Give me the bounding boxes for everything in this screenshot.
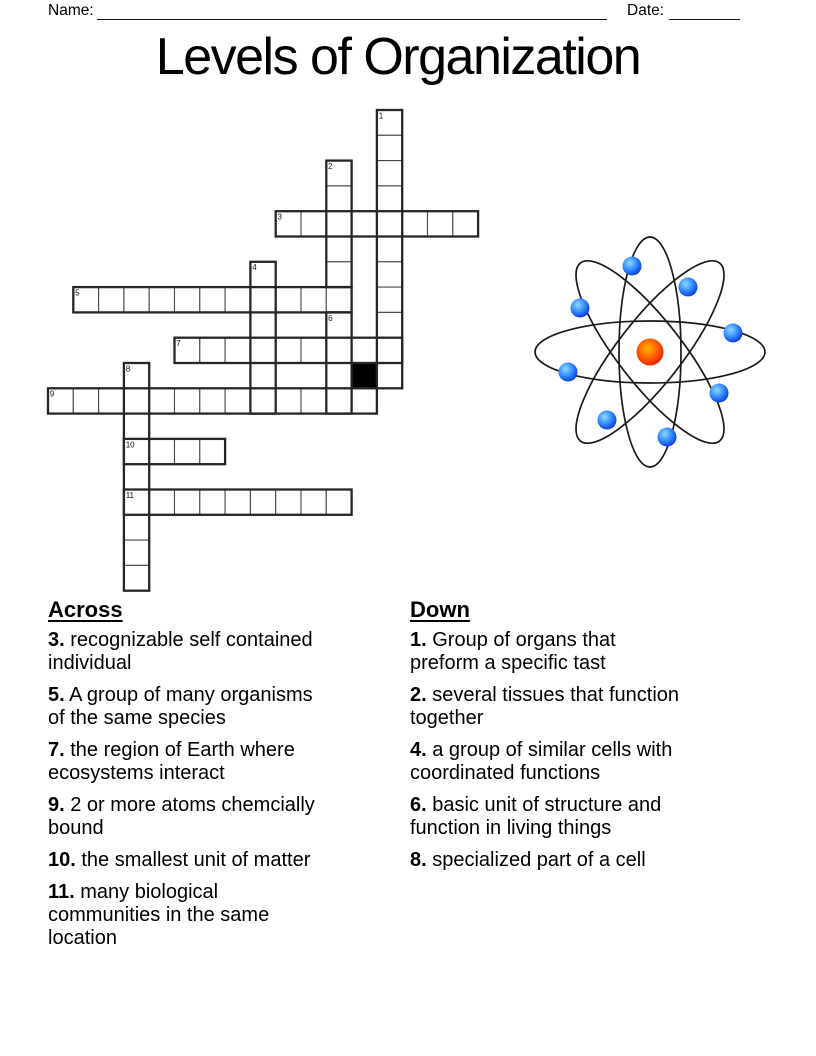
crossword-cell[interactable]	[301, 338, 326, 363]
crossword-cell[interactable]	[225, 490, 250, 515]
crossword-cell[interactable]	[377, 287, 402, 312]
clue-number: 10.	[48, 849, 76, 871]
crossword-cell[interactable]	[124, 414, 149, 439]
crossword-cell[interactable]	[225, 388, 250, 413]
crossword-cell[interactable]	[124, 464, 149, 489]
name-input-line[interactable]	[97, 1, 607, 20]
across-section	[48, 597, 380, 959]
crossword-cell[interactable]	[352, 338, 377, 363]
crossword-cell[interactable]	[402, 211, 427, 236]
cell-number: 9	[49, 389, 55, 399]
cell-number: 4	[252, 263, 257, 273]
crossword-cell[interactable]	[377, 363, 402, 388]
cell-number: 5	[75, 288, 80, 298]
crossword-cell[interactable]	[301, 490, 326, 515]
clue-number: 5.	[48, 684, 65, 706]
across-heading: Across	[48, 597, 123, 622]
cell-number: 6	[328, 313, 333, 323]
clue-item: 11. many biological communities in the same location	[48, 881, 270, 949]
clue-item: 8. specialized part of a cell	[410, 849, 646, 871]
clue-item: 7. the region of Earth where ecosystems interact	[48, 739, 295, 784]
crossword-cell[interactable]	[200, 439, 225, 464]
crossword-cell[interactable]	[326, 262, 351, 287]
cell-number: 3	[277, 212, 282, 222]
crossword-cell[interactable]	[276, 287, 301, 312]
page-title: Levels of Organization	[155, 28, 641, 86]
electron	[559, 363, 578, 382]
crossword-cell[interactable]	[250, 490, 275, 515]
crossword-cell[interactable]	[326, 490, 351, 515]
crossword-cell[interactable]	[225, 338, 250, 363]
crossword-cell[interactable]	[149, 490, 174, 515]
clue-item: 4. a group of similar cells with coordinated functions	[410, 739, 673, 784]
date-input-line[interactable]	[669, 1, 740, 20]
crossword-cell[interactable]	[124, 388, 149, 413]
crossword-black-cell	[352, 363, 377, 388]
crossword-cell[interactable]	[276, 490, 301, 515]
electron	[710, 384, 729, 403]
name-label: Name:	[48, 2, 94, 19]
crossword-cell[interactable]	[200, 388, 225, 413]
crossword-cell[interactable]	[352, 388, 377, 413]
crossword-cell[interactable]	[149, 287, 174, 312]
crossword-cell[interactable]	[73, 388, 98, 413]
crossword-cell[interactable]	[250, 338, 275, 363]
clue-number: 11.	[48, 881, 75, 903]
crossword-cell[interactable]	[326, 287, 351, 312]
cell-number: 2	[328, 162, 333, 171]
cell-number: 10	[125, 440, 135, 450]
cell-number: 11	[125, 490, 135, 500]
crossword-cell[interactable]	[326, 186, 351, 211]
crossword-cell[interactable]	[301, 287, 326, 312]
clue-item: 5. A group of many organisms of the same species	[48, 684, 313, 729]
clue-number: 2.	[410, 684, 427, 706]
clue-number: 9.	[48, 794, 65, 816]
crossword-cell[interactable]	[124, 287, 149, 312]
crossword-cell[interactable]	[377, 135, 402, 160]
electron	[679, 278, 698, 297]
crossword-cell[interactable]	[453, 211, 478, 236]
electron	[623, 257, 642, 276]
crossword-cell[interactable]	[124, 540, 149, 565]
clue-number: 1.	[410, 629, 427, 651]
crossword-cell[interactable]	[377, 312, 402, 337]
clue-number: 3.	[48, 629, 65, 651]
crossword-cell[interactable]	[250, 363, 275, 388]
crossword-cell[interactable]	[276, 388, 301, 413]
crossword-cell[interactable]	[377, 161, 402, 186]
crossword-cell[interactable]	[250, 312, 275, 337]
crossword-cell[interactable]	[175, 490, 200, 515]
down-clue-list	[410, 629, 780, 872]
clue-number: 4.	[410, 739, 427, 761]
clue-number: 6.	[410, 794, 427, 816]
crossword-cell[interactable]	[326, 388, 351, 413]
electron	[658, 428, 677, 447]
crossword-cell[interactable]	[326, 237, 351, 262]
crossword-cell[interactable]	[175, 388, 200, 413]
crossword-cell[interactable]	[326, 363, 351, 388]
crossword-cell[interactable]	[377, 211, 402, 236]
clue-item: 10. the smallest unit of matter	[48, 849, 311, 871]
atom-illustration	[525, 227, 775, 477]
crossword-cell[interactable]	[175, 439, 200, 464]
crossword-cell[interactable]	[377, 237, 402, 262]
electron	[598, 411, 617, 430]
across-clue-list	[48, 629, 380, 950]
crossword-cell[interactable]	[99, 287, 124, 312]
crossword-cell[interactable]	[149, 439, 174, 464]
crossword-cell[interactable]	[250, 287, 275, 312]
crossword-cell[interactable]	[200, 287, 225, 312]
clue-item: 3. recognizable self contained individual	[48, 629, 313, 674]
clue-item: 6. basic unit of structure and function in living things	[410, 794, 662, 839]
cell-number: 1	[378, 111, 384, 121]
cell-number: 8	[125, 364, 131, 374]
crossword-cell[interactable]	[124, 515, 149, 540]
crossword-cell[interactable]	[326, 211, 351, 236]
nucleus	[637, 339, 664, 366]
crossword-cell[interactable]	[301, 211, 326, 236]
electron	[571, 299, 590, 318]
down-section	[410, 597, 780, 881]
crossword-cell[interactable]	[377, 338, 402, 363]
crossword-cell[interactable]	[428, 211, 453, 236]
crossword-cell[interactable]	[149, 388, 174, 413]
clue-number: 8.	[410, 849, 427, 871]
cell-number: 7	[176, 339, 181, 349]
crossword-cell[interactable]	[326, 338, 351, 363]
crossword-cell[interactable]	[200, 338, 225, 363]
crossword-cell[interactable]	[225, 287, 250, 312]
crossword-cell[interactable]	[276, 338, 301, 363]
crossword-cell[interactable]	[124, 565, 149, 590]
electron	[724, 324, 743, 343]
crossword-cell[interactable]	[352, 211, 377, 236]
clue-item: 9. 2 or more atoms chemcially bound	[48, 794, 315, 839]
crossword-cell[interactable]	[99, 388, 124, 413]
crossword-cell[interactable]	[377, 262, 402, 287]
crossword-cell[interactable]	[175, 287, 200, 312]
crossword-cell[interactable]	[377, 186, 402, 211]
crossword-grid	[46, 108, 482, 594]
down-heading: Down	[410, 597, 470, 622]
crossword-cell[interactable]	[301, 388, 326, 413]
clue-item: 1. Group of organs that preform a specific tast	[410, 629, 616, 674]
clue-number: 7.	[48, 739, 65, 761]
clue-item: 2. several tissues that function together	[410, 684, 680, 729]
date-label: Date:	[627, 2, 665, 19]
crossword-cell[interactable]	[250, 388, 275, 413]
crossword-cell[interactable]	[200, 490, 225, 515]
